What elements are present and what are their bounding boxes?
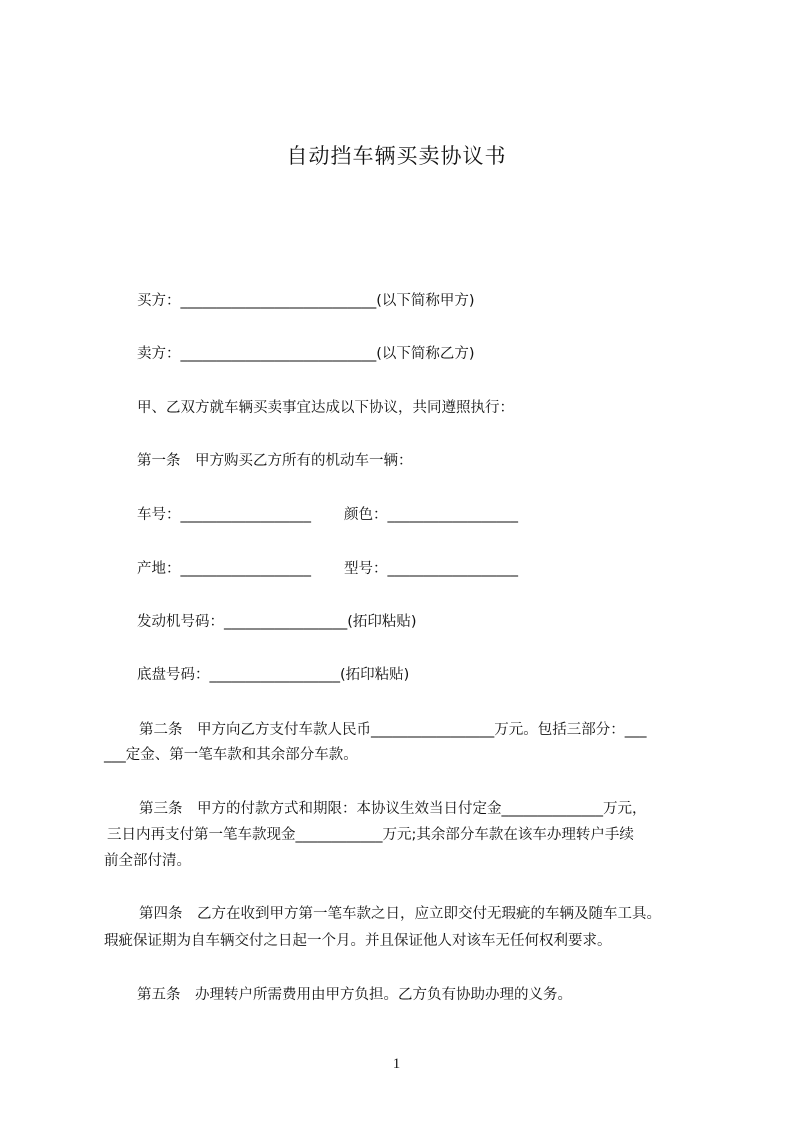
- article-5: 第五条 办理转户所需费用由甲方负担。乙方负有协助办理的义务。: [137, 987, 572, 1003]
- model-field: 型号：__________________: [344, 561, 518, 577]
- article-1: 第一条 甲方购买乙方所有的机动车一辆：: [137, 453, 413, 469]
- plate-field: 车号：__________________: [137, 507, 311, 523]
- origin-field: 产地：__________________: [137, 561, 311, 577]
- article-4-line-1: 第四条 乙方在收到甲方第一笔车款之日，应立即交付无瑕疵的车辆及随车工具。: [139, 906, 661, 922]
- page-number: 1: [392, 1056, 401, 1072]
- article-4-line-2: 瑕疵保证期为自车辆交付之日起一个月。并且保证他人对该车无任何权利要求。: [104, 933, 612, 949]
- article-3-line-3: 前全部付清。: [104, 853, 191, 869]
- seller-line: 卖方：___________________________(以下简称乙方): [137, 346, 475, 362]
- document-title: 自动挡车辆买卖协议书: [286, 144, 507, 168]
- article-2-line-2: ___定金、第一笔车款和其余部分车款。: [104, 747, 358, 763]
- article-2-line-1: 第二条 甲方向乙方支付车款人民币_________________万元。包括三部分：___: [139, 722, 647, 738]
- buyer-line: 买方：___________________________(以下简称甲方): [137, 293, 475, 309]
- intro-text: 甲、乙双方就车辆买卖事宜达成以下协议，共同遵照执行：: [137, 400, 514, 416]
- color-field: 颜色：__________________: [344, 507, 518, 523]
- chassis-number-field: 底盘号码：__________________(拓印粘贴): [137, 667, 410, 683]
- article-3-line-1: 第三条 甲方的付款方式和期限：本协议生效当日付定金______________万元，: [139, 801, 647, 817]
- engine-number-field: 发动机号码：_________________(拓印粘贴): [137, 614, 417, 630]
- article-3-line-2: 三日内再支付第一笔车款现金____________万元;其余部分车款在该车办理转户手续: [107, 827, 634, 843]
